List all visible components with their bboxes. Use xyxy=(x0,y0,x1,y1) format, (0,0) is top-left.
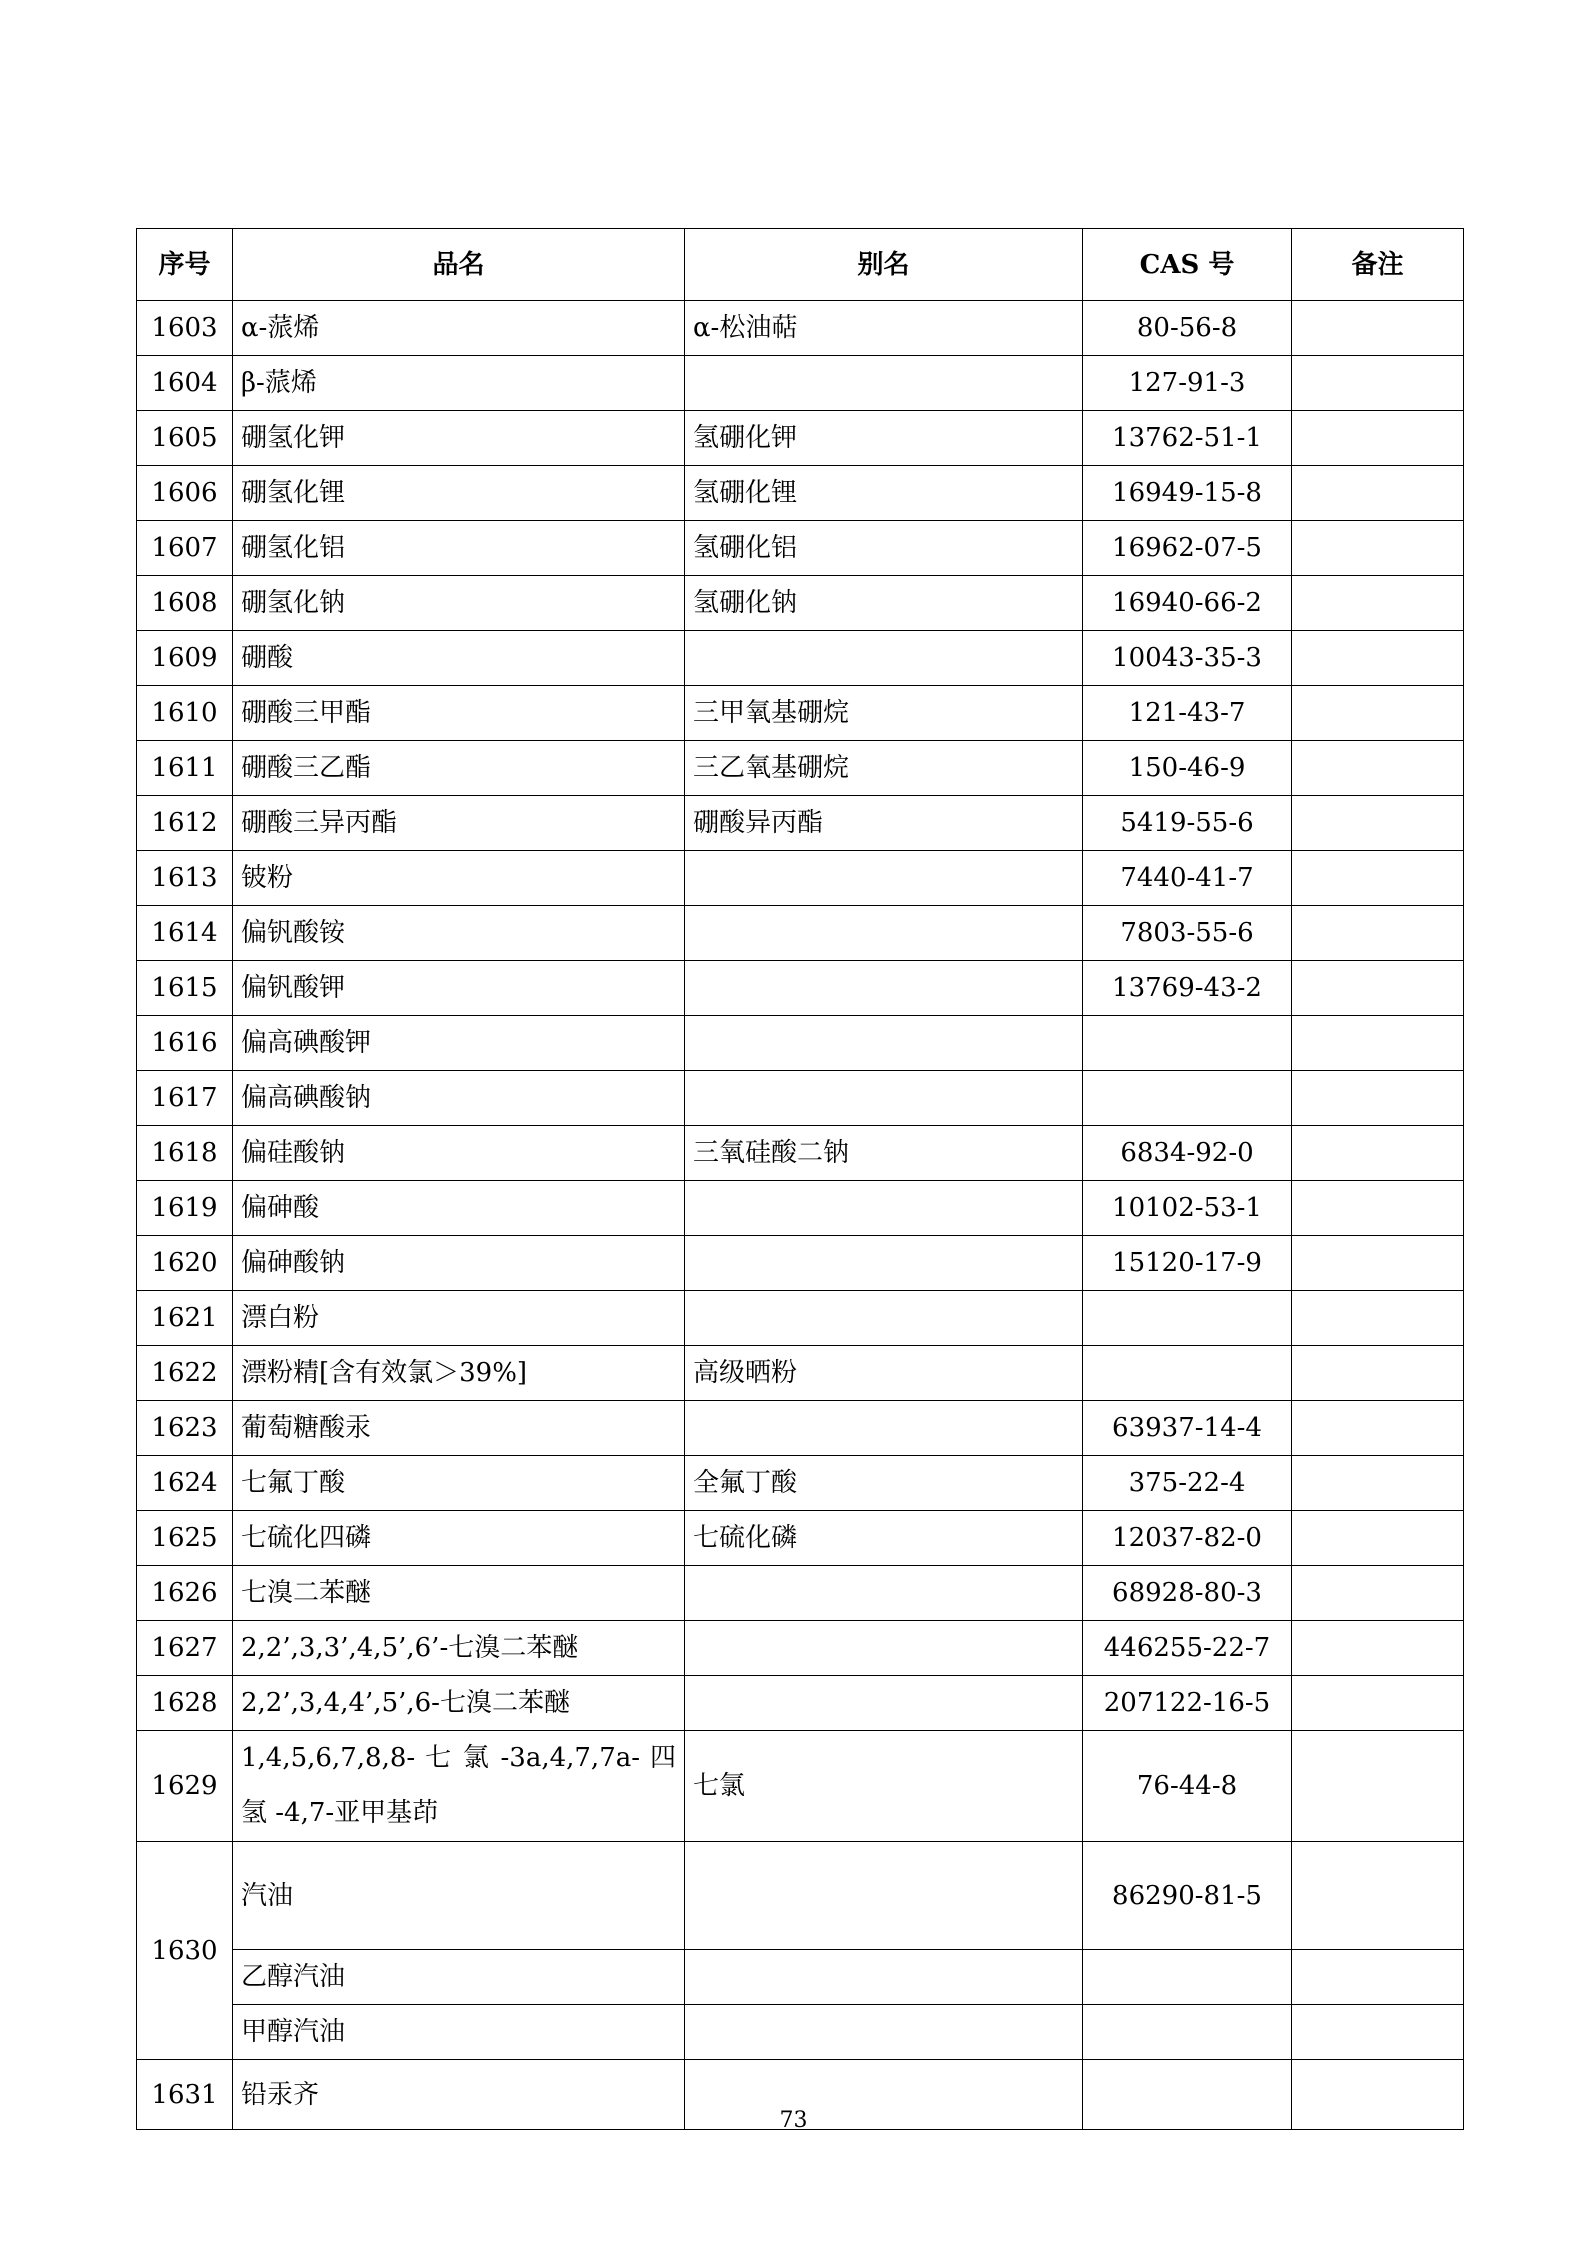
cas-number-cell xyxy=(1083,1071,1292,1126)
product-name-cell: 偏高碘酸钾 xyxy=(233,1016,685,1071)
header-serial-number: 序号 xyxy=(137,229,233,301)
serial-number-cell: 1623 xyxy=(137,1401,233,1456)
alias-cell xyxy=(685,1566,1083,1621)
product-name-cell: 甲醇汽油 xyxy=(233,2005,685,2060)
table-row xyxy=(137,301,1464,356)
product-name-cell: 偏砷酸钠 xyxy=(233,1236,685,1291)
table-row xyxy=(137,1236,1464,1291)
cas-number-cell: 127-91-3 xyxy=(1083,356,1292,411)
remarks-cell xyxy=(1292,1511,1464,1566)
serial-number-cell: 1615 xyxy=(137,961,233,1016)
table-row xyxy=(137,1456,1464,1511)
cas-number-cell: 12037-82-0 xyxy=(1083,1511,1292,1566)
serial-number-cell: 1626 xyxy=(137,1566,233,1621)
product-name-cell: 漂粉精[含有效氯＞39%] xyxy=(233,1346,685,1401)
alias-cell xyxy=(685,1181,1083,1236)
serial-number-cell: 1614 xyxy=(137,906,233,961)
product-name-cell: 硼氢化铝 xyxy=(233,521,685,576)
serial-number-cell: 1612 xyxy=(137,796,233,851)
table-row xyxy=(137,1181,1464,1236)
product-name-cell: 硼酸三甲酯 xyxy=(233,686,685,741)
cas-number-cell: 13762-51-1 xyxy=(1083,411,1292,466)
product-name-cell: 2,2’,3,3’,4,5’,6’-七溴二苯醚 xyxy=(233,1621,685,1676)
alias-cell: 三氧硅酸二钠 xyxy=(685,1126,1083,1181)
product-name-cell: 铅汞齐 xyxy=(233,2060,685,2130)
remarks-cell xyxy=(1292,1126,1464,1181)
alias-cell xyxy=(685,356,1083,411)
serial-number-cell: 1609 xyxy=(137,631,233,686)
serial-number-cell: 1603 xyxy=(137,301,233,356)
header-product-name: 品名 xyxy=(233,229,685,301)
cas-number-cell xyxy=(1083,1950,1292,2005)
table-row xyxy=(137,1676,1464,1731)
remarks-cell xyxy=(1292,1566,1464,1621)
remarks-cell xyxy=(1292,301,1464,356)
table-row xyxy=(137,356,1464,411)
table-row xyxy=(137,1731,1464,1842)
product-name-cell: 硼酸三乙酯 xyxy=(233,741,685,796)
alias-cell: 七硫化磷 xyxy=(685,1511,1083,1566)
cas-number-cell: 16949-15-8 xyxy=(1083,466,1292,521)
cas-number-cell: 7440-41-7 xyxy=(1083,851,1292,906)
cas-number-cell xyxy=(1083,1346,1292,1401)
alias-cell: 全氟丁酸 xyxy=(685,1456,1083,1511)
cas-number-cell: 5419-55-6 xyxy=(1083,796,1292,851)
remarks-cell xyxy=(1292,1842,1464,1950)
product-name-cell: 硼氢化钾 xyxy=(233,411,685,466)
cas-number-cell: 121-43-7 xyxy=(1083,686,1292,741)
remarks-cell xyxy=(1292,741,1464,796)
alias-cell xyxy=(685,1950,1083,2005)
alias-cell: 七氯 xyxy=(685,1731,1083,1842)
table-row xyxy=(137,1566,1464,1621)
serial-number-cell: 1622 xyxy=(137,1346,233,1401)
remarks-cell xyxy=(1292,1456,1464,1511)
alias-cell: 氢硼化锂 xyxy=(685,466,1083,521)
table-row xyxy=(137,521,1464,576)
alias-cell: 氢硼化钾 xyxy=(685,411,1083,466)
table-row xyxy=(137,2005,1464,2060)
remarks-cell xyxy=(1292,1291,1464,1346)
serial-number-cell: 1621 xyxy=(137,1291,233,1346)
cas-number-cell: 13769-43-2 xyxy=(1083,961,1292,1016)
cas-number-cell: 80-56-8 xyxy=(1083,301,1292,356)
cas-number-cell: 375-22-4 xyxy=(1083,1456,1292,1511)
chemical-catalog-table xyxy=(136,228,1464,2130)
table-row xyxy=(137,1071,1464,1126)
remarks-cell xyxy=(1292,1676,1464,1731)
table-row xyxy=(137,1346,1464,1401)
remarks-cell xyxy=(1292,1236,1464,1291)
remarks-cell xyxy=(1292,1071,1464,1126)
product-name-cell: 硼酸三异丙酯 xyxy=(233,796,685,851)
cas-number-cell: 150-46-9 xyxy=(1083,741,1292,796)
remarks-cell xyxy=(1292,631,1464,686)
serial-number-cell: 1617 xyxy=(137,1071,233,1126)
table-row xyxy=(137,906,1464,961)
cas-number-cell: 68928-80-3 xyxy=(1083,1566,1292,1621)
cas-number-cell: 16940-66-2 xyxy=(1083,576,1292,631)
serial-number-cell: 1631 xyxy=(137,2060,233,2130)
header-alias: 别名 xyxy=(685,229,1083,301)
product-name-cell: 葡萄糖酸汞 xyxy=(233,1401,685,1456)
table-row xyxy=(137,851,1464,906)
remarks-cell xyxy=(1292,686,1464,741)
alias-cell xyxy=(685,906,1083,961)
product-name-cell: 七硫化四磷 xyxy=(233,1511,685,1566)
header-cas-number: CAS 号 xyxy=(1083,229,1292,301)
table-row xyxy=(137,466,1464,521)
product-name-cell: 乙醇汽油 xyxy=(233,1950,685,2005)
alias-cell: 三甲氧基硼烷 xyxy=(685,686,1083,741)
table-row xyxy=(137,1291,1464,1346)
product-name-cell: 漂白粉 xyxy=(233,1291,685,1346)
product-name-cell: α-蒎烯 xyxy=(233,301,685,356)
cas-number-cell xyxy=(1083,2005,1292,2060)
serial-number-cell: 1606 xyxy=(137,466,233,521)
alias-cell xyxy=(685,1236,1083,1291)
cas-number-cell: 15120-17-9 xyxy=(1083,1236,1292,1291)
serial-number-cell: 1619 xyxy=(137,1181,233,1236)
serial-number-cell: 1627 xyxy=(137,1621,233,1676)
alias-cell xyxy=(685,1676,1083,1731)
remarks-cell xyxy=(1292,1016,1464,1071)
alias-cell xyxy=(685,851,1083,906)
cas-number-cell: 10102-53-1 xyxy=(1083,1181,1292,1236)
alias-cell xyxy=(685,1842,1083,1950)
remarks-cell xyxy=(1292,1401,1464,1456)
table-row xyxy=(137,1126,1464,1181)
remarks-cell xyxy=(1292,1346,1464,1401)
alias-cell: 氢硼化钠 xyxy=(685,576,1083,631)
remarks-cell xyxy=(1292,1731,1464,1842)
alias-cell xyxy=(685,1621,1083,1676)
alias-cell: 三乙氧基硼烷 xyxy=(685,741,1083,796)
table-row xyxy=(137,631,1464,686)
table-row xyxy=(137,411,1464,466)
serial-number-cell: 1608 xyxy=(137,576,233,631)
remarks-cell xyxy=(1292,521,1464,576)
product-name-cell: 七溴二苯醚 xyxy=(233,1566,685,1621)
cas-number-cell: 63937-14-4 xyxy=(1083,1401,1292,1456)
serial-number-cell: 1616 xyxy=(137,1016,233,1071)
product-name-cell: 偏砷酸 xyxy=(233,1181,685,1236)
remarks-cell xyxy=(1292,1181,1464,1236)
remarks-cell xyxy=(1292,411,1464,466)
serial-number-cell: 1629 xyxy=(137,1731,233,1842)
remarks-cell xyxy=(1292,906,1464,961)
table-row xyxy=(137,1950,1464,2005)
remarks-cell xyxy=(1292,2005,1464,2060)
remarks-cell xyxy=(1292,1621,1464,1676)
table-body xyxy=(137,301,1464,2130)
serial-number-cell: 1628 xyxy=(137,1676,233,1731)
serial-number-cell: 1610 xyxy=(137,686,233,741)
product-name-cell: 汽油 xyxy=(233,1842,685,1950)
cas-number-cell xyxy=(1083,1016,1292,1071)
remarks-cell xyxy=(1292,576,1464,631)
table-row xyxy=(137,1621,1464,1676)
product-name-cell: 1,4,5,6,7,8,8- 七 氯 -3a,4,7,7a- 四 氢 -4,7-亚甲基茚 xyxy=(233,1731,685,1842)
product-name-cell: 七氟丁酸 xyxy=(233,1456,685,1511)
alias-cell: 硼酸异丙酯 xyxy=(685,796,1083,851)
cas-number-cell: 10043-35-3 xyxy=(1083,631,1292,686)
alias-cell xyxy=(685,1291,1083,1346)
product-name-cell: 偏钒酸铵 xyxy=(233,906,685,961)
remarks-cell xyxy=(1292,961,1464,1016)
product-name-cell: 硼氢化锂 xyxy=(233,466,685,521)
remarks-cell xyxy=(1292,796,1464,851)
table-row xyxy=(137,1401,1464,1456)
alias-cell: 氢硼化铝 xyxy=(685,521,1083,576)
product-name-cell: β-蒎烯 xyxy=(233,356,685,411)
serial-number-cell: 1625 xyxy=(137,1511,233,1566)
cas-number-cell xyxy=(1083,1291,1292,1346)
product-name-cell: 偏硅酸钠 xyxy=(233,1126,685,1181)
alias-cell xyxy=(685,1401,1083,1456)
table-row xyxy=(137,961,1464,1016)
table-row xyxy=(137,796,1464,851)
cas-number-cell: 76-44-8 xyxy=(1083,1731,1292,1842)
remarks-cell xyxy=(1292,466,1464,521)
cas-number-cell: 446255-22-7 xyxy=(1083,1621,1292,1676)
page-number: 73 xyxy=(779,2108,808,2133)
remarks-cell xyxy=(1292,1950,1464,2005)
serial-number-cell: 1624 xyxy=(137,1456,233,1511)
cas-number-cell: 6834-92-0 xyxy=(1083,1126,1292,1181)
serial-number-cell: 1604 xyxy=(137,356,233,411)
serial-number-cell: 1605 xyxy=(137,411,233,466)
product-name-cell: 偏高碘酸钠 xyxy=(233,1071,685,1126)
alias-cell xyxy=(685,1071,1083,1126)
remarks-cell xyxy=(1292,356,1464,411)
table-row xyxy=(137,686,1464,741)
alias-cell: 高级晒粉 xyxy=(685,1346,1083,1401)
table-row xyxy=(137,576,1464,631)
product-name-cell: 偏钒酸钾 xyxy=(233,961,685,1016)
serial-number-cell: 1613 xyxy=(137,851,233,906)
product-name-cell: 硼氢化钠 xyxy=(233,576,685,631)
table-row xyxy=(137,1016,1464,1071)
cas-number-cell: 86290-81-5 xyxy=(1083,1842,1292,1950)
table-row xyxy=(137,1842,1464,1950)
table-row xyxy=(137,741,1464,796)
serial-number-cell: 1630 xyxy=(137,1842,233,2060)
serial-number-cell: 1618 xyxy=(137,1126,233,1181)
cas-number-cell: 16962-07-5 xyxy=(1083,521,1292,576)
remarks-cell xyxy=(1292,851,1464,906)
alias-cell xyxy=(685,631,1083,686)
alias-cell: α-松油萜 xyxy=(685,301,1083,356)
product-name-cell: 硼酸 xyxy=(233,631,685,686)
alias-cell xyxy=(685,2005,1083,2060)
serial-number-cell: 1620 xyxy=(137,1236,233,1291)
cas-number-cell: 7803-55-6 xyxy=(1083,906,1292,961)
serial-number-cell: 1611 xyxy=(137,741,233,796)
product-name-cell: 铍粉 xyxy=(233,851,685,906)
cas-number-cell: 207122-16-5 xyxy=(1083,1676,1292,1731)
table-row xyxy=(137,1511,1464,1566)
header-remarks: 备注 xyxy=(1292,229,1464,301)
alias-cell xyxy=(685,1016,1083,1071)
serial-number-cell: 1607 xyxy=(137,521,233,576)
product-name-cell: 2,2’,3,4,4’,5’,6-七溴二苯醚 xyxy=(233,1676,685,1731)
alias-cell xyxy=(685,961,1083,1016)
table-header-row xyxy=(137,229,1464,301)
